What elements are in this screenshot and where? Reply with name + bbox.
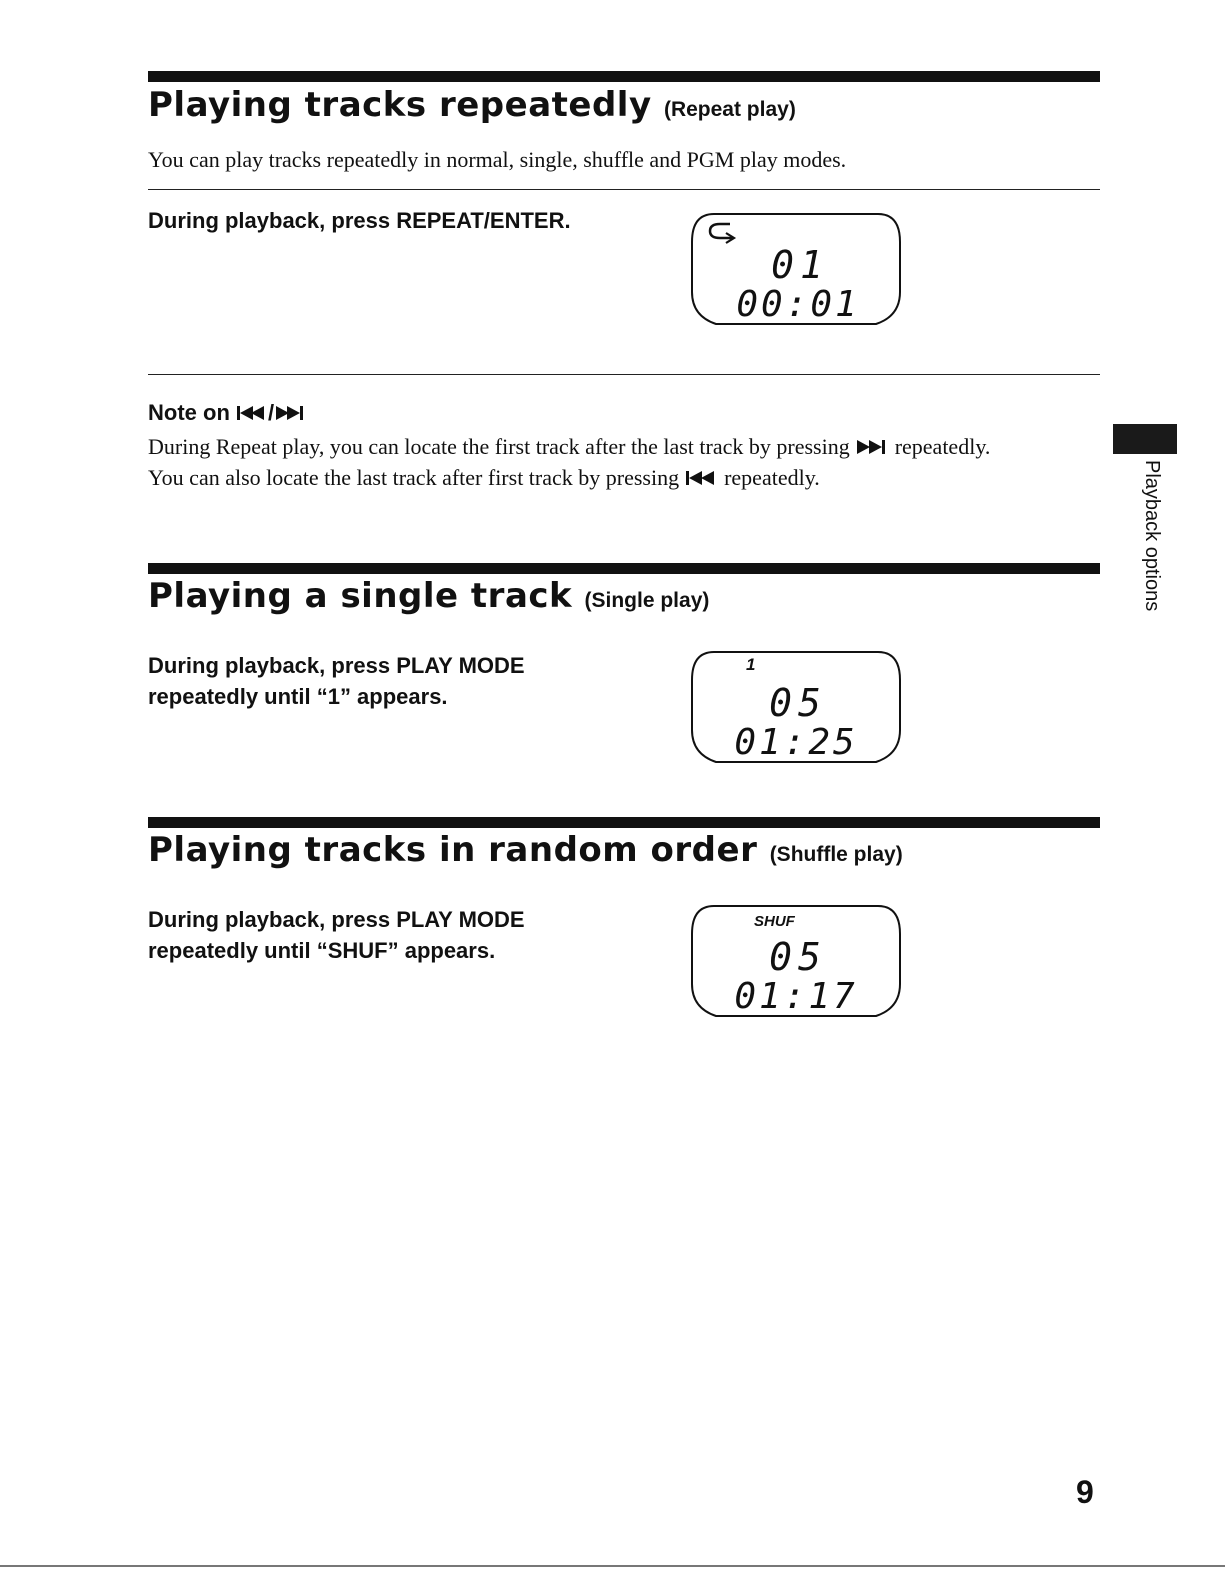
lcd-repeat-time: 00:01 <box>736 284 860 325</box>
section-rule-shuffle <box>148 817 1100 828</box>
lcd-shuffle-time: 01:17 <box>734 976 858 1017</box>
section-rule-single <box>148 563 1100 574</box>
page-number: 9 <box>1076 1474 1094 1510</box>
lcd-shuffle-indicator: SHUF <box>754 913 795 930</box>
lcd-display-single <box>690 650 902 764</box>
note-line2-end: repeatedly. <box>724 465 820 490</box>
repeat-description: You can play tracks repeatedly in normal, single, shuffle and PGM play modes. <box>148 147 847 172</box>
heading-shuffle-play <box>148 830 903 870</box>
instruction-shuffle-line2: repeatedly until “SHUF” appears. <box>148 938 496 963</box>
instruction-single-line2: repeatedly until “1” appears. <box>148 684 448 709</box>
lcd-single-time: 01:25 <box>734 722 858 763</box>
lcd-display-repeat <box>690 212 902 326</box>
section-side-tab <box>1113 424 1177 454</box>
heading-shuffle-subtitle: (Shuffle play) <box>769 843 903 866</box>
section-rule-repeat <box>148 71 1100 82</box>
lcd-single-indicator: 1 <box>746 655 756 674</box>
note-line2-start: You can also locate the last track after first track by pressing <box>148 465 680 490</box>
instruction-repeat-line1: During playback, press REPEAT/ENTER. <box>148 208 571 233</box>
heading-shuffle-title: Playing tracks in random order <box>148 830 758 870</box>
divider-top <box>148 189 1100 190</box>
repeat-arrow-icon <box>710 224 734 243</box>
note-line1-start: During Repeat play, you can locate the first track after the last track by pressing <box>148 434 850 459</box>
heading-single-subtitle: (Single play) <box>584 589 710 612</box>
instruction-shuffle <box>148 904 628 966</box>
note-heading <box>148 400 306 426</box>
instruction-single-line1: During playback, press PLAY MODE <box>148 653 525 678</box>
instruction-single <box>148 650 628 712</box>
divider-note <box>148 374 1100 375</box>
heading-repeat-play <box>148 85 796 125</box>
note-line1-end: repeatedly. <box>894 434 991 459</box>
heading-repeat-title: Playing tracks repeatedly <box>148 85 652 125</box>
heading-single-play <box>148 576 709 616</box>
next-track-icon <box>855 438 889 456</box>
heading-repeat-subtitle: (Repeat play) <box>663 98 796 121</box>
next-track-icon <box>274 404 306 422</box>
instruction-shuffle-line1: During playback, press PLAY MODE <box>148 907 525 932</box>
prev-track-icon <box>685 469 719 487</box>
instruction-repeat <box>148 205 628 236</box>
lcd-shuffle-track: 05 <box>769 935 827 979</box>
lcd-single-track: 05 <box>769 681 827 725</box>
page-bottom-edge <box>0 1565 1225 1567</box>
lcd-display-shuffle <box>690 904 902 1018</box>
prev-track-icon <box>236 404 268 422</box>
heading-single-title: Playing a single track <box>148 576 573 616</box>
note-heading-separator: / <box>268 400 275 425</box>
note-heading-label: Note on <box>148 400 230 425</box>
note-body <box>148 431 1108 493</box>
side-tab-label: Playback options <box>1141 460 1163 612</box>
lcd-repeat-track: 01 <box>771 243 829 287</box>
